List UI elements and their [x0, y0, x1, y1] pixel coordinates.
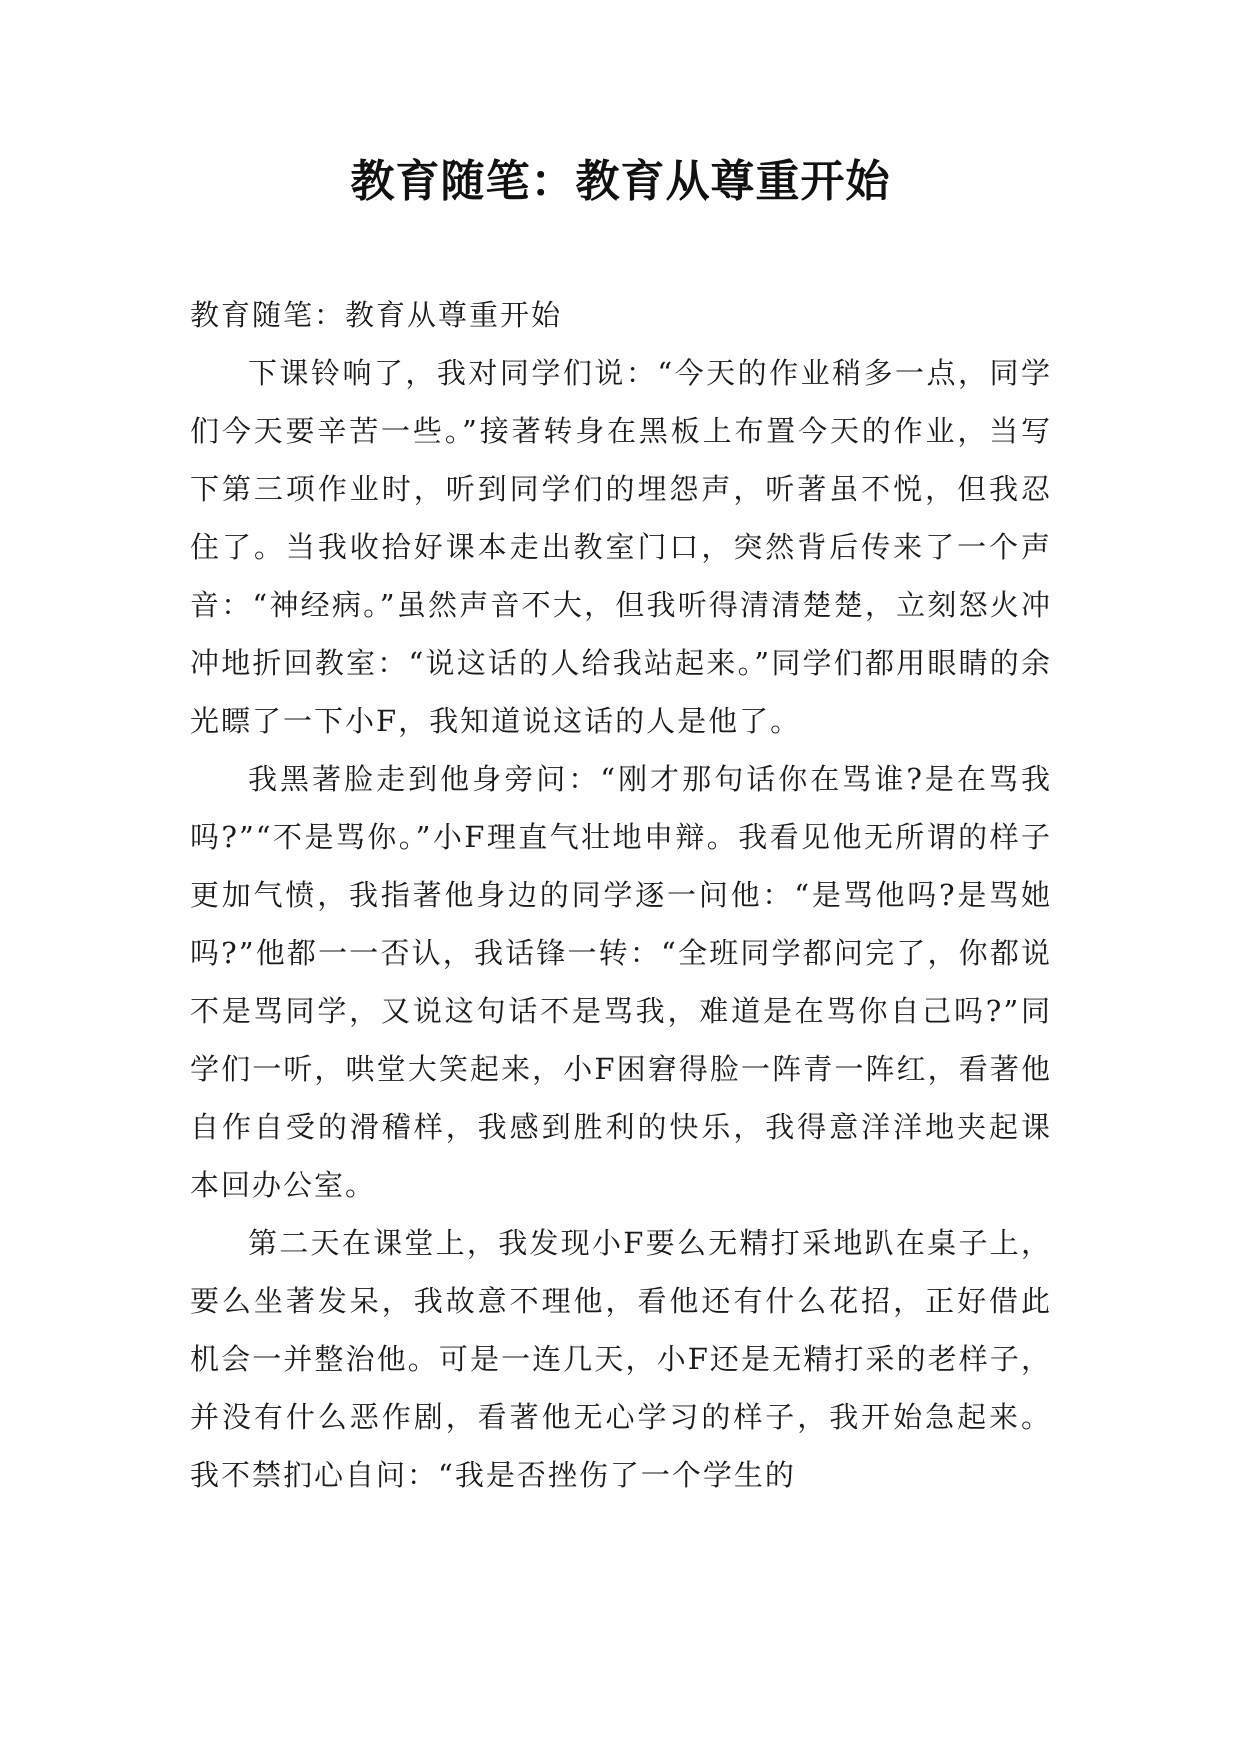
paragraph: 下课铃响了，我对同学们说：“今天的作业稍多一点，同学们今天要辛苦一些。”接著转身在黑板上布置今天的作业，当写下第三项作业时，听到同学们的埋怨声，听著虽不悦，但我忍住了。当我收拾好课本走出教室门口，突然背后传来了一个声音：“神经病。”虽然声音不大，但我听得清清楚楚，立刻怒火冲冲地折回教室：“说这话的人给我站起来。”同学们都用眼睛的余光瞟了一下小F，我知道说这话的人是他了。: [190, 356, 1052, 738]
document-title: 教育随笔：教育从尊重开始: [350, 156, 891, 207]
document-subtitle: 教育随笔：教育从尊重开始: [190, 298, 563, 332]
paragraph: 我黑著脸走到他身旁问：“刚才那句话你在骂谁?是在骂我吗?”“不是骂你。”小F理直气壮地申辩。我看见他无所谓的样子更加气愤，我指著他身边的同学逐一问他：“是骂他吗?是骂她吗?”他都一一否认，我话锋一转：“全班同学都问完了，你都说不是骂同学，又说这句话不是骂我，难道是在骂你自己吗?”同学们一听，哄堂大笑起来，小F困窘得脸一阵青一阵红，看著他自作自受的滑稽样，我感到胜利的快乐，我得意洋洋地夹起课本回办公室。: [190, 762, 1052, 1202]
paragraph: 第二天在课堂上，我发现小F要么无精打采地趴在桌子上，要么坐著发呆，我故意不理他，看他还有什么花招，正好借此机会一并整治他。可是一连几天，小F还是无精打采的老样子，并没有什么恶作剧，看著他无心学习的样子，我开始急起来。我不禁扪心自问：“我是否挫伤了一个学生的: [190, 1226, 1052, 1492]
document-body: [190, 286, 1052, 1504]
